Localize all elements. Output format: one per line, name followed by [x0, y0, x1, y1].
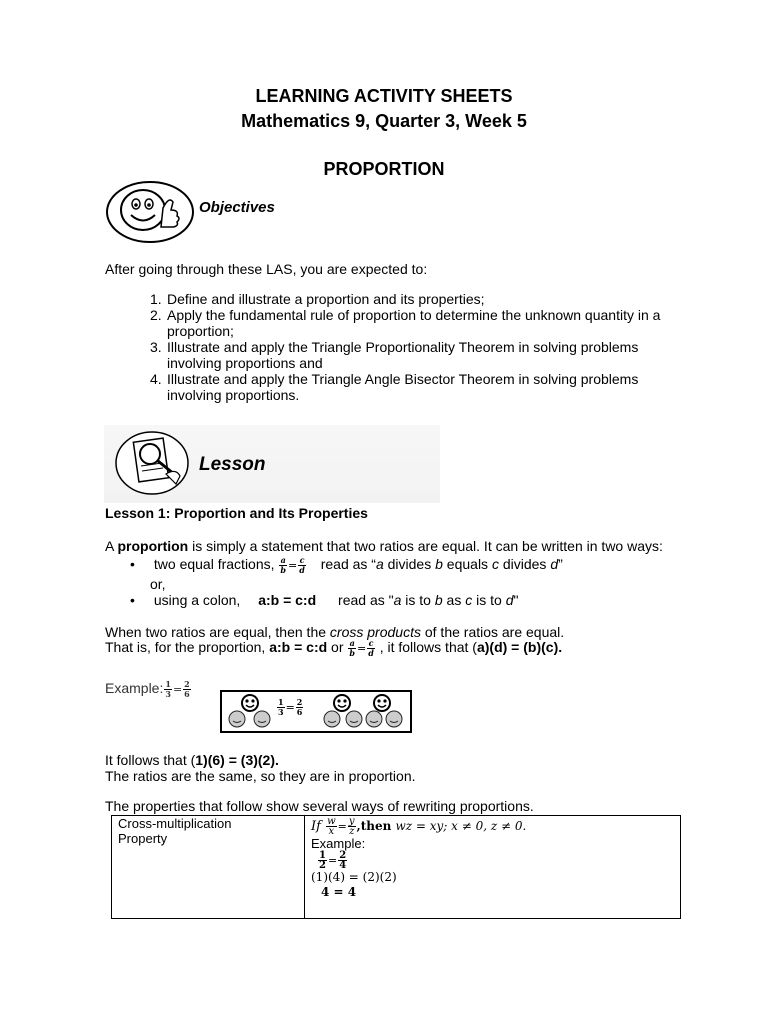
lesson-title: Lesson 1: Proportion and Its Properties: [105, 505, 368, 521]
bullet-icon: •: [130, 592, 135, 608]
table-example-product: (1)(4) = (2)(2): [311, 870, 397, 884]
properties-table: [111, 815, 681, 919]
bullet-fractions: • two equal fractions, $\frac{a}{b}$ = $\frac{c}{d}$ read as “a divides b equals c divides d”: [130, 555, 563, 575]
cross-products-text: When two ratios are equal, then the cross products of the ratios are equal.: [105, 624, 565, 640]
example-line: Example: $\frac{1}{3}$ = $\frac{2}{6}$: [105, 679, 190, 699]
example-fraction-in-box: $\frac{1}{3}$ = $\frac{2}{6}$: [278, 697, 303, 717]
objectives-list: [150, 291, 660, 403]
fraction-a-b: $\frac{a}{b}$: [349, 638, 355, 658]
objective-item: 2. Apply the fundamental rule of proportion to determine the unknown quantity in a proportion;: [150, 307, 661, 339]
bullet-icon: •: [130, 556, 135, 573]
properties-intro: The properties that follow show several ways of rewriting proportions.: [105, 798, 534, 814]
fraction-c-d: $\frac{c}{d}$: [368, 638, 374, 658]
thumbs-up-smiley-icon: [105, 180, 195, 244]
proportion-definition: A proportion is simply a statement that two ratios are equal. It can be written in two ways:: [105, 538, 663, 554]
cross-multiplication-rule: If $\frac{w}{x}$ = $\frac{y}{z}$ ,then wz = xy; x ≠ 0, z ≠ 0.: [311, 816, 527, 837]
objective-item: 3. Illustrate and apply the Triangle Proportionality Theorem in solving problems involving proportions and: [150, 339, 639, 371]
that-is-text: That is, for the proportion, a:b = c:d or $\frac{a}{b}$ = $\frac{c}{d}$ , it follows that (a)(d) = (b)(c).: [105, 638, 563, 658]
smiley-face-icon: [334, 695, 350, 711]
objectives-intro: After going through these LAS, you are expected to:: [105, 261, 428, 277]
table-example-fraction: $\frac{1}{2}$ = $\frac{2}{4}$: [319, 850, 347, 871]
fraction-1-3: $\frac{1}{3}$: [165, 679, 171, 699]
fraction-2-6: $\frac{2}{6}$: [184, 679, 190, 699]
bullet-colon: • using a colon, a:b = c:d read as "a is to b as c is to d": [130, 592, 519, 608]
or-text: or,: [150, 576, 166, 592]
table-example-result: 4 = 4: [321, 885, 357, 899]
smiley-faces-illustration: [222, 692, 410, 731]
objectives-heading: Objectives: [199, 199, 275, 216]
sheet-subtitle: Mathematics 9, Quarter 3, Week 5: [241, 111, 527, 131]
property-name-cell: Cross-multiplication Property: [112, 816, 305, 919]
fraction-a-b: $\frac{a}{b}$: [280, 555, 286, 575]
fraction-c-d: $\frac{c}{d}$: [299, 555, 305, 575]
property-rule-cell: [305, 816, 681, 919]
sheet-title: LEARNING ACTIVITY SHEETS: [255, 86, 513, 106]
follows-text: It follows that (1)(6) = (3)(2).: [105, 752, 279, 768]
smiley-face-icon: [242, 695, 258, 711]
table-example-label: Example:: [311, 836, 366, 851]
ratios-same-text: The ratios are the same, so they are in proportion.: [105, 768, 416, 784]
smiley-face-icon: [374, 695, 390, 711]
topic-title: PROPORTION: [323, 159, 445, 179]
table-row: [112, 816, 681, 919]
lesson-heading: Lesson: [199, 454, 266, 475]
objective-item: 1. Define and illustrate a proportion and its properties;: [150, 291, 485, 307]
magnifier-document-icon: [114, 430, 190, 496]
objective-item: 4. Illustrate and apply the Triangle Angle Bisector Theorem in solving problems involving proportions.: [150, 371, 639, 403]
